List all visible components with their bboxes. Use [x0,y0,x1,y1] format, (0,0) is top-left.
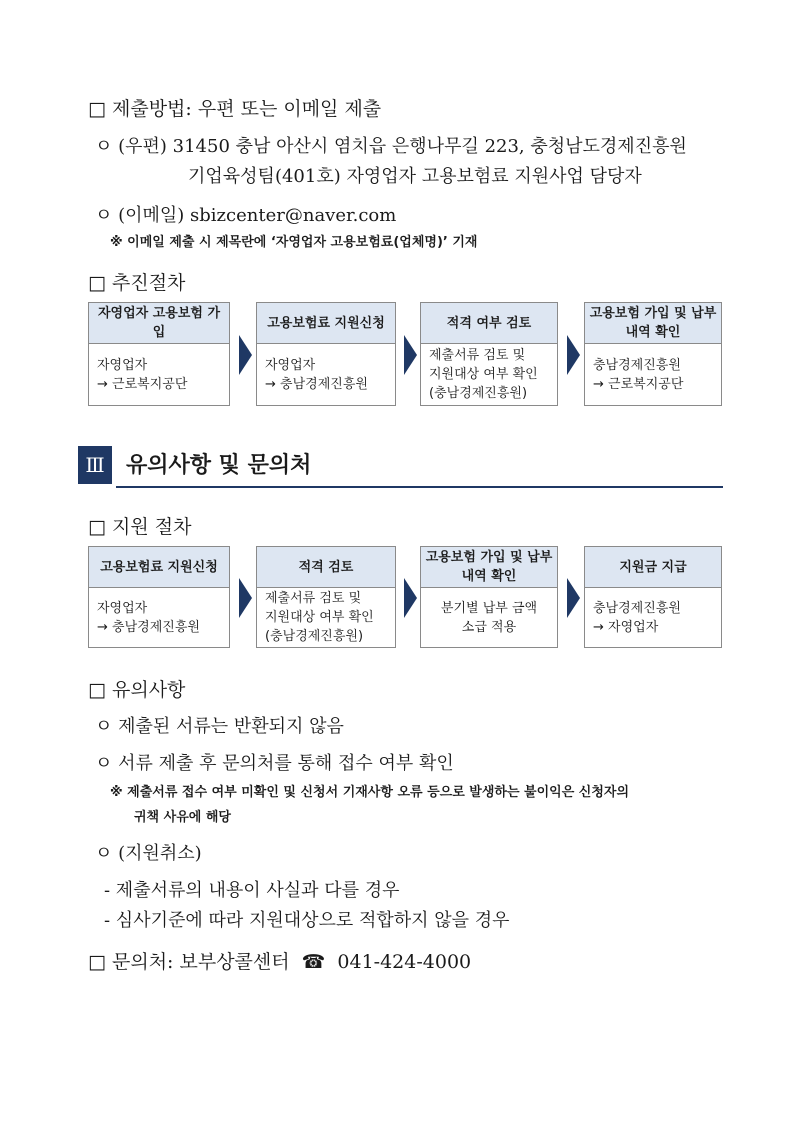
phone-icon: ☎ [301,951,326,973]
support-step-4-body: 충남경제진흥원 → 자영업자 [584,588,722,648]
procedure-arrow-2 [404,335,417,375]
support-step-3-body: 분기별 납부 금액 소급 적용 [420,588,558,648]
procedure-step-4-head: 고용보험 가입 및 납부내역 확인 [584,302,722,344]
support-arrow-3 [567,578,580,618]
support-step-2-body: 제출서류 검토 및 지원대상 여부 확인 (충남경제진흥원) [256,588,396,648]
procedure-step-3-head: 적격 여부 검토 [420,302,558,344]
procedure-step-2-body: 자영업자 → 충남경제진흥원 [256,344,396,406]
support-arrow-1 [239,578,252,618]
support-arrow-2 [404,578,417,618]
contact-label: □ 문의처: 보부상콜센터 [88,951,290,973]
section-underline [116,486,723,488]
procedure-step-1-body: 자영업자 → 근로복지공단 [88,344,230,406]
notes-cancel-heading: ㅇ (지원취소) [95,843,202,864]
post-address-line2: 기업육성팀(401호) 자영업자 고용보험료 지원사업 담당자 [188,166,642,187]
notes-item-2: ㅇ 서류 제출 후 문의처를 통해 접수 여부 확인 [95,753,454,774]
notes-warning-line2: 귀책 사유에 해당 [134,810,231,825]
notes-cancel-item-2: - 심사기준에 따라 지원대상으로 적합하지 않을 경우 [104,910,510,931]
post-address-line1: ㅇ (우편) 31450 충남 아산시 염치읍 은행나무길 223, 충청남도경제진흥원 [95,136,687,157]
support-step-2-head: 적격 검토 [256,546,396,588]
contact-line [88,947,471,974]
notes-item-1: ㅇ 제출된 서류는 반환되지 않음 [95,716,344,737]
procedure-step-2-head: 고용보험료 지원신청 [256,302,396,344]
section-title: 유의사항 및 문의처 [126,453,312,478]
email-line: ㅇ (이메일) sbizcenter@naver.com [95,205,397,226]
submission-heading: □ 제출방법: 우편 또는 이메일 제출 [88,98,382,120]
notes-warning-line1: ※ 제출서류 접수 여부 미확인 및 신청서 기재사항 오류 등으로 발생하는 불이익은 신청자의 [110,785,630,800]
procedure-arrow-3 [567,335,580,375]
section-number: Ⅲ [78,446,112,484]
contact-phone: 041-424-4000 [337,951,472,973]
procedure-step-4-body: 충남경제진흥원 → 근로복지공단 [584,344,722,406]
support-step-1-head: 고용보험료 지원신청 [88,546,230,588]
procedure-heading: □ 추진절차 [88,272,186,294]
notes-cancel-item-1: - 제출서류의 내용이 사실과 다를 경우 [104,880,400,901]
support-step-4-head: 지원금 지급 [584,546,722,588]
procedure-arrow-1 [239,335,252,375]
procedure-step-3-body: 제출서류 검토 및 지원대상 여부 확인 (충남경제진흥원) [420,344,558,406]
email-note: ※ 이메일 제출 시 제목란에 ‘자영업자 고용보험료(업체명)’ 기재 [110,235,478,250]
support-step-1-body: 자영업자 → 충남경제진흥원 [88,588,230,648]
procedure-step-1-head: 자영업자 고용보험 가입 [88,302,230,344]
notes-heading: □ 유의사항 [88,679,186,701]
support-procedure-heading: □ 지원 절차 [88,516,192,538]
support-step-3-head: 고용보험 가입 및 납부내역 확인 [420,546,558,588]
